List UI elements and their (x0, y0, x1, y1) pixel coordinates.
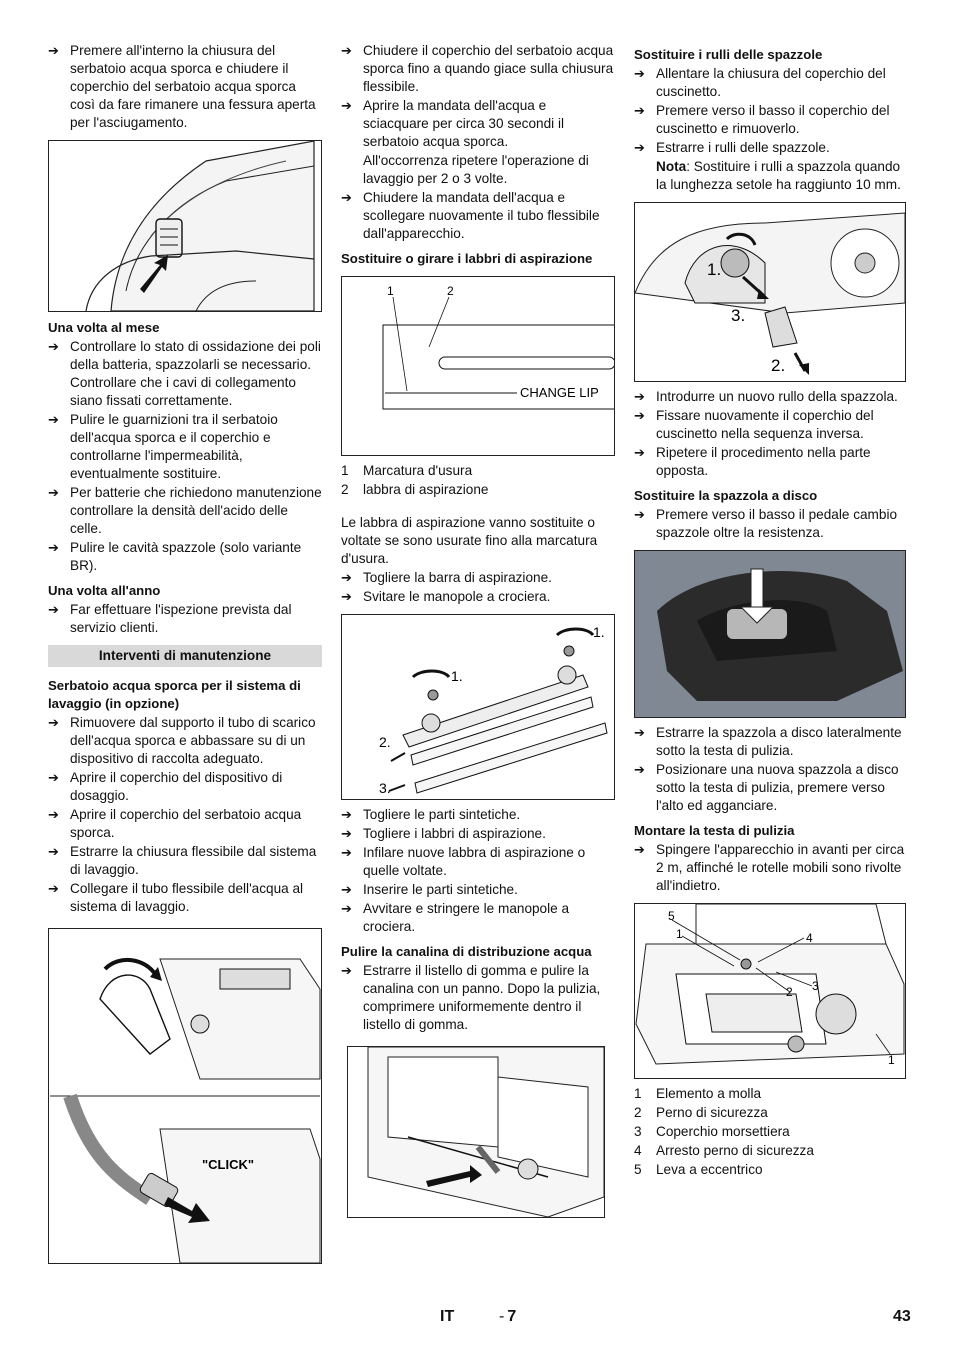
lip-label-2: 2 (447, 284, 454, 298)
footer-language: IT (440, 1308, 455, 1325)
legend-number: 3 (634, 1124, 642, 1139)
step-press-pedal: ➔ Premere verso il basso il pedale cambio spazzole oltre la resistenza. (634, 506, 906, 542)
figure-tank-lock (48, 140, 322, 312)
figure-suction-bar (341, 614, 615, 800)
footer-section-page (499, 1308, 516, 1326)
step-insert-plastic: ➔ Inserire le parti sintetiche. (341, 881, 615, 899)
step-remove-lips: ➔ Togliere i labbri di aspirazione. (341, 825, 615, 843)
step-tank-4: ➔ Estrarre la chiusura flessibile dal sistema di lavaggio. (48, 843, 322, 879)
tank-lock-illustration (49, 141, 321, 311)
heading-rollers: Sostituire i rulli delle spazzole (634, 47, 823, 62)
legend-number: 2 (341, 482, 349, 497)
heading-mount-head: Montare la testa di pulizia (634, 823, 795, 838)
step-monthly-2: ➔ Pulire le guarnizioni tra il serbatoio dell'acqua sporca e il coperchio e controllarne l'impermeabilità, eventualmente sostituire. (48, 411, 322, 483)
heading-tank: Serbatoio acqua sporca per il sistema di lavaggio (in opzione) (48, 678, 301, 711)
legend-text: Perno di sicurezza (656, 1105, 768, 1120)
step-close-tank: ➔ Premere all'interno la chiusura del serbatoio acqua sporca e chiudere il coperchio del serbatoio acqua sporca così da fare rimanere una fessura aperta per l'asciugamento. (48, 42, 322, 132)
roller-note (634, 158, 906, 194)
roller-step-1: 1. (707, 260, 722, 279)
legend-number: 4 (634, 1143, 642, 1158)
legend-number: 5 (634, 1162, 642, 1177)
lip-paragraph: Le labbra di aspirazione vanno sostituite o voltate se sono usurate fino alla marcatura d'usura. (341, 515, 598, 566)
step-refit-cover: ➔ Fissare nuovamente il coperchio del cuscinetto nella sequenza inversa. (634, 407, 906, 443)
step-extract-rollers: ➔ Estrarre i rulli delle spazzole. (634, 139, 906, 157)
heading-disc-brush: Sostituire la spazzola a disco (634, 488, 818, 503)
roller-step-2: 2. (771, 356, 786, 375)
head-label-3: 3 (812, 979, 819, 993)
disc-pedal-photo (635, 551, 905, 717)
footer-page-number: 43 (893, 1308, 911, 1325)
step-rinse: ➔ Aprire la mandata dell'acqua e sciacquare per circa 30 secondi il serbatoio acqua sporca. (341, 97, 615, 151)
head-label-1b: 1 (888, 1053, 895, 1067)
legend-text: Elemento a molla (656, 1086, 762, 1101)
figure-water-channel (347, 1046, 605, 1218)
head-label-1a: 1 (676, 927, 683, 941)
heading-monthly: Una volta al mese (48, 320, 160, 335)
step-close-water: ➔ Chiudere la mandata dell'acqua e scollegare nuovamente il tubo flessibile dall'apparecchio. (341, 189, 615, 243)
heading-channel: Pulire la canalina di distribuzione acqua (341, 944, 592, 959)
lip-wear-diagram (342, 277, 614, 455)
step-label-1b: 1. (593, 624, 605, 640)
legend-text: Marcatura d'usura (363, 463, 473, 478)
water-channel-illustration (348, 1047, 604, 1217)
step-extract-disc: ➔ Estrarre la spazzola a disco lateralmente sotto la testa di pulizia. (634, 724, 906, 760)
column-2 (341, 42, 615, 1224)
legend-text: Arresto perno di sicurezza (656, 1143, 814, 1158)
legend-item (341, 481, 615, 499)
figure-roller-replacement (634, 202, 906, 382)
figure-lip-wear (341, 276, 615, 456)
hose-connection-illustration (49, 929, 321, 1263)
step-tank-3: ➔ Aprire il coperchio del serbatoio acqua sporca. (48, 806, 322, 842)
column-1 (48, 42, 322, 1270)
section-title: Interventi di manutenzione (48, 645, 322, 667)
step-tank-5: ➔ Collegare il tubo flessibile dell'acqua al sistema di lavaggio. (48, 880, 322, 916)
legend-number: 2 (634, 1105, 642, 1120)
step-monthly-1: ➔ Controllare lo stato di ossidazione dei poli della batteria, spazzolarli se necessario. Controllare che i cavi di collegamento siano fissati correttamente. (48, 338, 322, 410)
footer-sub-number: 7 (507, 1308, 517, 1325)
step-repeat-other-side: ➔ Ripetere il procedimento nella parte opposta. (634, 444, 906, 480)
legend-item (634, 1161, 906, 1179)
column-3 (634, 42, 906, 1180)
lip-label-1: 1 (387, 284, 394, 298)
legend-number: 1 (341, 463, 349, 478)
step-monthly-4: ➔ Pulire le cavità spazzole (solo variante BR). (48, 539, 322, 575)
legend-item (634, 1085, 906, 1103)
note-label: Nota (656, 159, 687, 174)
step-press-cover: ➔ Premere verso il basso il coperchio del cuscinetto e rimuoverlo. (634, 102, 906, 138)
step-label-3: 3. (379, 780, 391, 796)
step-clean-channel: ➔ Estrarre il listello di gomma e pulire la canalina con un panno. Dopo la pulizia, comprimere uniformemente dentro il listello di gomma. (341, 962, 615, 1034)
step-insert-roller: ➔ Introdurre un nuovo rullo della spazzola. (634, 388, 906, 406)
change-lip-label: CHANGE LIP (520, 385, 599, 400)
legend-text: labbra di aspirazione (363, 482, 489, 497)
step-loosen-cover: ➔ Allentare la chiusura del coperchio del cuscinetto. (634, 65, 906, 101)
step-remove-plastic: ➔ Togliere le parti sintetiche. (341, 806, 615, 824)
step-label-1a: 1. (451, 668, 463, 684)
head-label-5: 5 (668, 909, 675, 923)
legend-item (634, 1123, 906, 1141)
step-push-machine: ➔ Spingere l'apparecchio in avanti per circa 2 m, affinché le rotelle mobili sono rivolte all'indietro. (634, 841, 906, 895)
step-label-2: 2. (379, 734, 391, 750)
legend-item (634, 1104, 906, 1122)
step-insert-lips: ➔ Infilare nuove labbra di aspirazione o quelle voltate. (341, 844, 615, 880)
suction-bar-exploded-view (342, 615, 614, 799)
heading-suction-lips: Sostituire o girare i labbri di aspirazione (341, 251, 593, 266)
step-tank-1: ➔ Rimuovere dal supporto il tubo di scarico dell'acqua sporca e abbassare su di un dispositivo di raccolta adeguato. (48, 714, 322, 768)
heading-yearly: Una volta all'anno (48, 583, 161, 598)
legend-item (634, 1142, 906, 1160)
roller-step-3: 3. (731, 306, 746, 325)
footer-dash: - (499, 1308, 505, 1325)
legend-text: Leva a eccentrico (656, 1162, 763, 1177)
cleaning-head-illustration (635, 904, 905, 1078)
roller-replacement-illustration (635, 203, 905, 381)
figure-hose-connection (48, 928, 322, 1264)
step-monthly-3: ➔ Per batterie che richiedono manutenzione controllare la densità dell'acido delle celle. (48, 484, 322, 538)
step-position-disc: ➔ Posizionare una nuova spazzola a disco sotto la testa di pulizia, premere verso l'alto ed agganciare. (634, 761, 906, 815)
figure-disc-pedal-photo (634, 550, 906, 718)
head-label-2: 2 (786, 985, 793, 999)
legend-item (341, 462, 615, 480)
step-tighten-knobs: ➔ Avvitare e stringere le manopole a crociera. (341, 900, 615, 936)
step-remove-bar: ➔ Togliere la barra di aspirazione. (341, 569, 615, 587)
step-tank-2: ➔ Aprire il coperchio del dispositivo di dosaggio. (48, 769, 322, 805)
page-footer (0, 1308, 954, 1328)
step-close-lid: ➔ Chiudere il coperchio del serbatoio acqua sporca fino a quando giace sulla chiusura flessibile. (341, 42, 615, 96)
step-unscrew-knobs: ➔ Svitare le manopole a crociera. (341, 588, 615, 606)
step-yearly-1: ➔ Far effettuare l'ispezione prevista dal servizio clienti. (48, 601, 322, 637)
figure-cleaning-head (634, 903, 906, 1079)
legend-number: 1 (634, 1086, 642, 1101)
head-label-4: 4 (806, 931, 813, 945)
note-text: : Sostituire i rulli a spazzola quando la lunghezza setole ha raggiunto 10 mm. (656, 159, 901, 192)
click-label: "CLICK" (202, 1157, 255, 1172)
repeat-note: All'occorrenza ripetere l'operazione di lavaggio per 2 o 3 volte. (363, 153, 589, 186)
legend-text: Coperchio morsettiera (656, 1124, 790, 1139)
